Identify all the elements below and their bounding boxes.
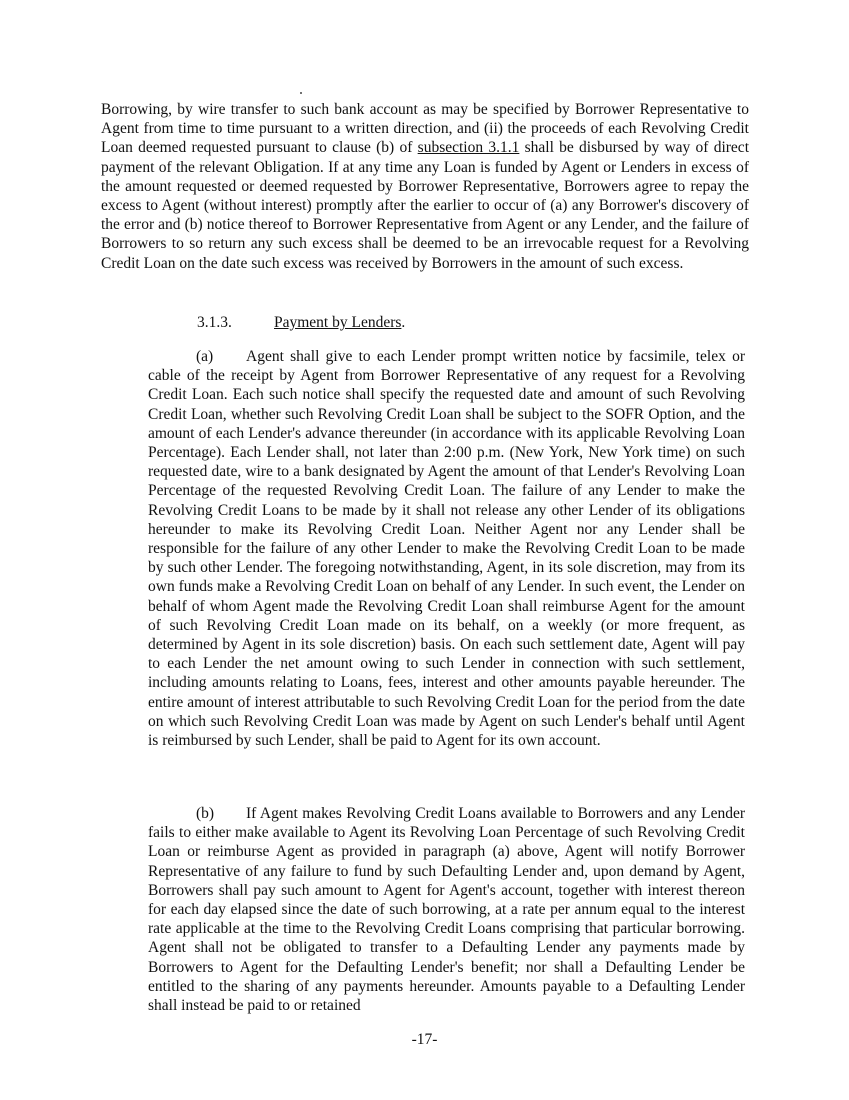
paragraph-a-text: Agent shall give to each Lender prompt written notice by facsimile, telex or cable of the receipt by Agent from Borrower Representative of any request for a Revolving Credit Loan. Each such notice shall specify the requested date and amount of such Revolving Credit Loan, whether such Revolving Credit Loan shall be subject to the SOFR Option, and the amount of each Lender's advance thereunder (in accordance with its applicable Revolving Loan Percentage). Each Lender shall, not later than 2:00 p.m. (New York, New York time) on such requested date, wire to a bank designated by Agent the amount of that Lender's Revolving Loan Percentage of the requested Revolving Credit Loan. The failure of any Lender to make the Revolving Credit Loans to be made by it shall not release any other Lender of its obligations hereunder to make its Revolving Credit Loan. Neither Agent nor any Lender shall be responsible for the failure of any other Lender to make the Revolving Credit Loan to be made by such other Lender. The foregoing notwithstanding, Agent, in its sole discretion, may from its own funds make a Revolving Credit Loan on behalf of any Lender. In such event, the Lender on behalf of whom Agent made the Revolving Credit Loan shall reimburse Agent for the amount of such Revolving Credit Loan made on its behalf, on a weekly (or more frequent, as determined by Agent in its sole discretion) basis. On each such settlement date, Agent will pay to each Lender the net amount owing to such Lender in connection with such settlement, including amounts relating to Loans, fees, interest and other amounts payable hereunder. The entire amount of interest attributable to such Revolving Credit Loan for the period from the date on which such Revolving Credit Loan was made by Agent on such Lender's behalf until Agent is reimbursed by such Lender, shall be paid to Agent for its own account. (148, 348, 745, 750)
section-title-period: . (401, 314, 406, 331)
paragraph-continuation (101, 100, 749, 273)
section-number: 3.1.3. (197, 314, 232, 331)
paragraph-b (148, 804, 745, 1015)
paragraph-text-end: shall be disbursed by way of direct payment of the relevant Obligation. If at any time any Loan is funded by Agent or Lenders in excess of the amount requested or deemed requested by Borrower Representative, Borrowers agree to repay the excess to Agent (without interest) promptly after the earlier to occur of (a) any Borrower's discovery of the error and (b) notice thereof to Borrower Representative from Agent or any Lender, and the failure of Borrowers to so return any such excess shall be deemed to be an irrevocable request for a Revolving Credit Loan on the date such excess was received by Borrowers in the amount of such excess. (101, 139, 749, 272)
page-number: -17- (411, 1031, 438, 1048)
section-title: Payment by Lenders (274, 314, 402, 331)
paragraph-a-label: (a) (196, 348, 214, 365)
subsection-reference: subsection 3.1.1 (417, 139, 520, 157)
section-heading (197, 313, 405, 332)
paragraph-b-text: If Agent makes Revolving Credit Loans available to Borrowers and any Lender fails to either make available to Agent its Revolving Loan Percentage of such Revolving Credit Loan or reimburse Agent as provided in paragraph (a) above, Agent will notify Borrower Representative of any failure to fund by such Defaulting Lender and, upon demand by Agent, Borrowers shall pay such amount to Agent for Agent's account, together with interest thereon for each day elapsed since the date of such borrowing, at a rate per annum equal to the interest rate applicable at the time to the Revolving Credit Loans comprising that particular borrowing. Agent shall not be obligated to transfer to a Defaulting Lender any payments made by Borrowers to Agent for the Defaulting Lender's benefit; nor shall a Defaulting Lender be entitled to the sharing of any payments hereunder. Amounts payable to a Defaulting Lender shall instead be paid to or retained (148, 805, 745, 1015)
paragraph-a (148, 347, 745, 750)
paragraph-b-label: (b) (196, 805, 215, 822)
stray-mark (300, 92, 302, 94)
paragraph-text-start: Borrowing, by wire transfer to such bank account as may be specified by Borrower Representative to Agent from time to time pursuant to a written direction, and (ii) the proceeds of each Revolving Credit Loan deemed requested pursuant to clause (b) of (101, 101, 749, 157)
